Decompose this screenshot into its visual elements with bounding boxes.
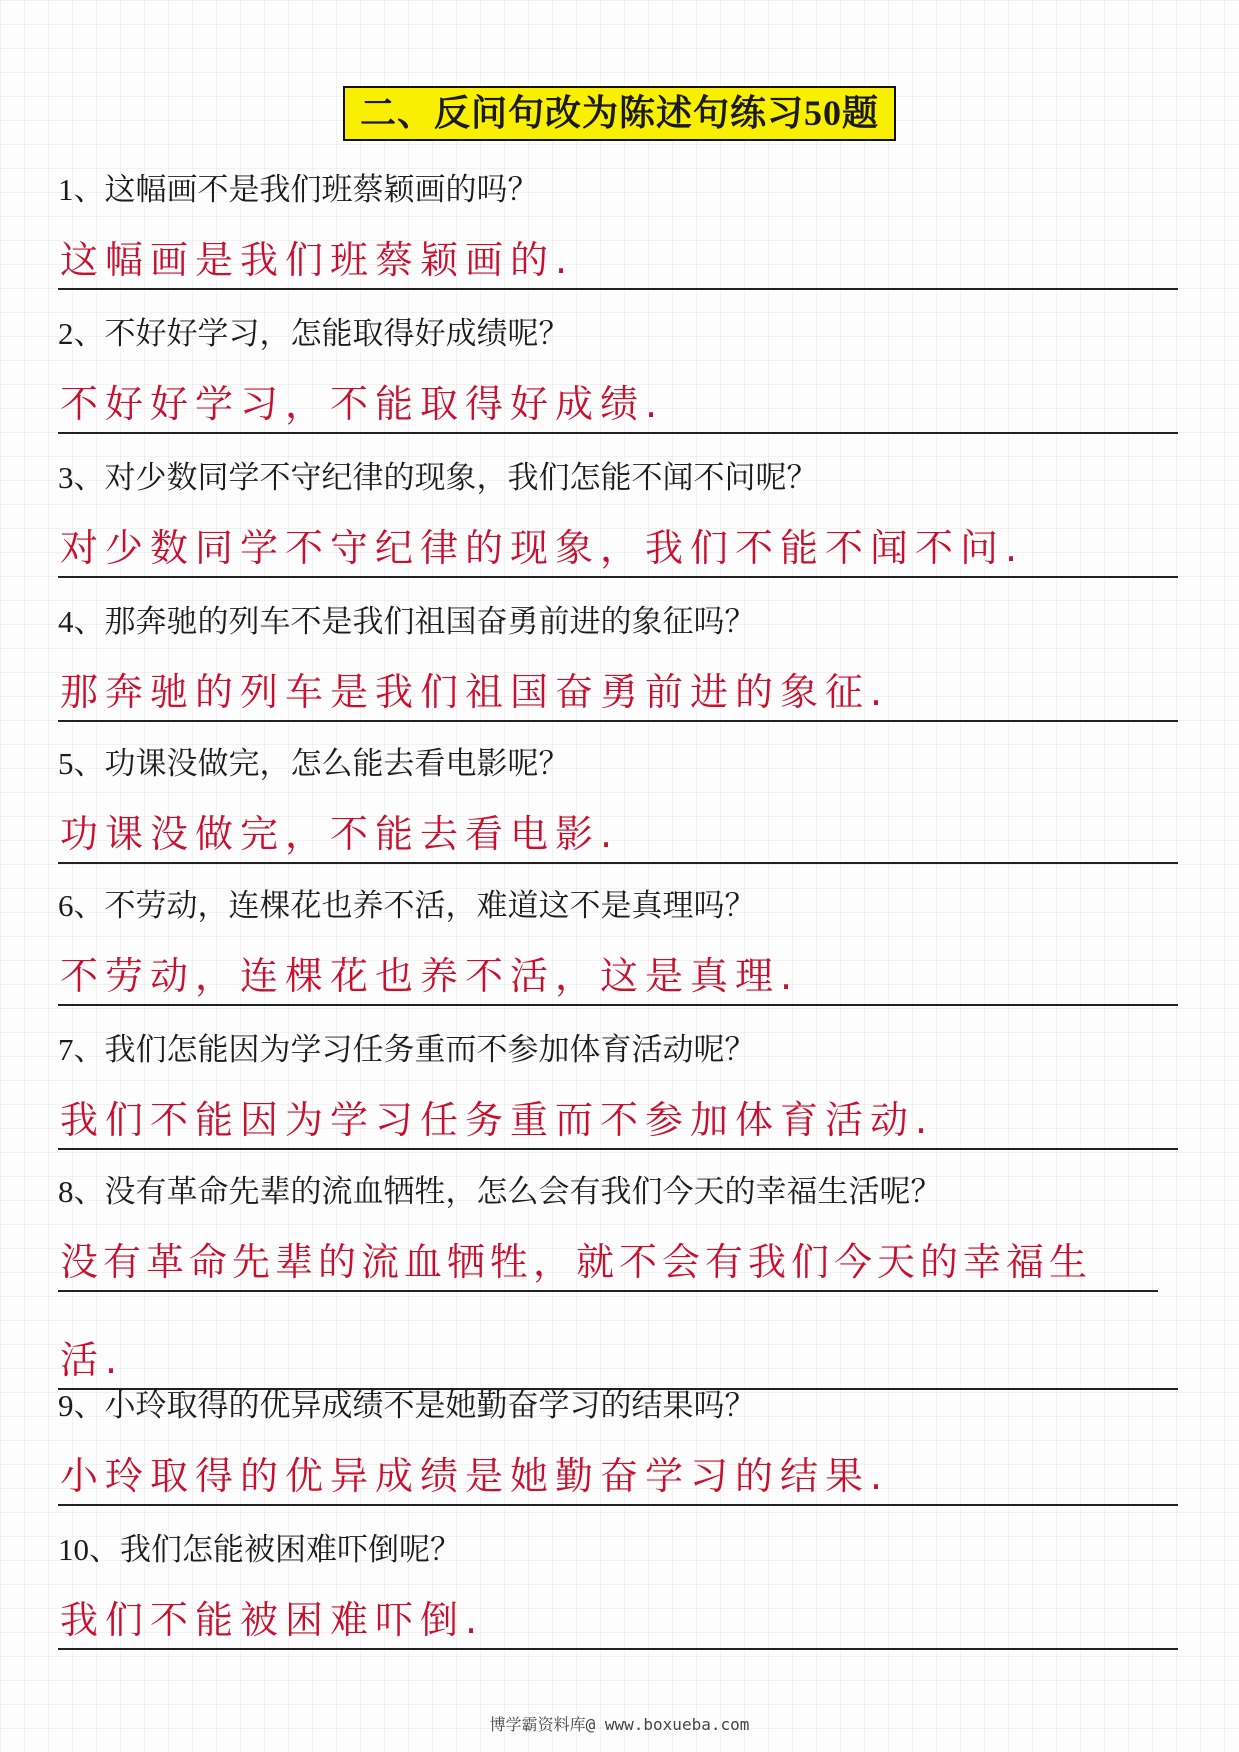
question-text: 3、对少数同学不守纪律的现象，我们怎能不闻不问呢？ (58, 460, 818, 495)
answer-line (58, 288, 1178, 290)
question-text: 9、小玲取得的优异成绩不是她勤奋学习的结果吗？ (58, 1388, 756, 1423)
answer-text: 那奔驰的列车是我们祖国奋勇前进的象征. (60, 670, 890, 714)
answer-line (58, 1148, 1178, 1150)
answer-text: 不劳动，连棵花也养不活，这是真理. (60, 954, 800, 998)
answer-text: 没有革命先辈的流血牺牲，就不会有我们今天的幸福生 (60, 1240, 1093, 1284)
answer-text: 我们不能因为学习任务重而不参加体育活动. (60, 1098, 935, 1142)
answer-line (58, 1648, 1178, 1650)
answer-text: 小玲取得的优异成绩是她勤奋学习的结果. (60, 1454, 890, 1498)
answer-line (58, 1290, 1158, 1292)
watermark-footer: 博学霸资料库@ www.boxueba.com (489, 1715, 750, 1734)
answer-line (58, 1504, 1178, 1506)
question-text: 5、功课没做完，怎么能去看电影呢？ (58, 746, 570, 781)
question-text: 2、不好好学习，怎能取得好成绩呢？ (58, 316, 570, 351)
answer-line (58, 576, 1178, 578)
answer-text-continued: 活. (60, 1338, 125, 1382)
question-text: 8、没有革命先辈的流血牺牲，怎么会有我们今天的幸福生活呢？ (58, 1174, 942, 1209)
answer-text: 这幅画是我们班蔡颖画的. (60, 238, 575, 282)
answer-text: 不好好学习，不能取得好成绩. (60, 382, 665, 426)
answer-text: 对少数同学不守纪律的现象，我们不能不闻不问. (60, 526, 1025, 570)
page-title: 二、反问句改为陈述句练习50题 (343, 86, 896, 141)
answer-line (58, 1004, 1178, 1006)
question-text: 10、我们怎能被困难吓倒呢？ (58, 1532, 461, 1567)
question-text: 6、不劳动，连棵花也养不活，难道这不是真理吗？ (58, 888, 756, 923)
question-text: 1、这幅画不是我们班蔡颖画的吗？ (58, 172, 539, 207)
answer-text: 功课没做完，不能去看电影. (60, 812, 620, 856)
question-text: 4、那奔驰的列车不是我们祖国奋勇前进的象征吗？ (58, 604, 756, 639)
answer-text: 我们不能被困难吓倒. (60, 1598, 485, 1642)
answer-line (58, 720, 1178, 722)
question-text: 7、我们怎能因为学习任务重而不参加体育活动呢？ (58, 1032, 756, 1067)
answer-line (58, 862, 1178, 864)
answer-line (58, 432, 1178, 434)
